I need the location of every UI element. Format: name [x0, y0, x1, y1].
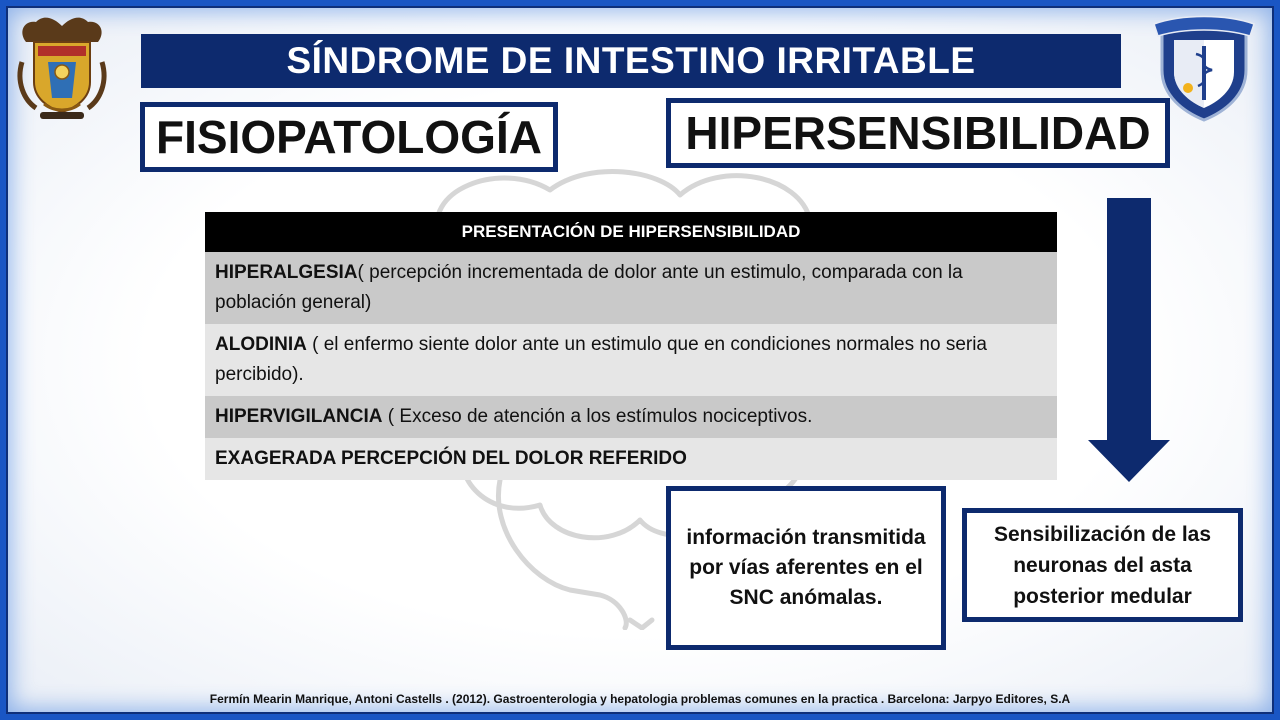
section-label: FISIOPATOLOGÍA: [156, 111, 542, 163]
section-label-box: [140, 102, 558, 172]
slide-title: SÍNDROME DE INTESTINO IRRITABLE: [141, 34, 1121, 88]
row-term: HIPERVIGILANCIA: [215, 406, 383, 427]
table-row: [205, 438, 1057, 480]
row-desc: ( el enfermo siente dolor ante un estimulo que en condiciones normales no seria percibido).: [215, 334, 987, 385]
down-arrow-icon: [1088, 198, 1170, 482]
row-term: HIPERALGESIA: [215, 262, 358, 283]
hypersensitivity-table: [205, 212, 1057, 480]
table-row: [205, 396, 1057, 438]
citation: Fermín Mearin Manrique, Antoni Castells . (2012). Gastroenterologia y hepatologia problemas comunes en la practica . Barcelona: Jarpyo Editores, S.A: [209, 692, 1071, 706]
row-desc: ( percepción incrementada de dolor ante un estimulo, comparada con la población general): [215, 262, 963, 313]
row-term: ALODINIA: [215, 334, 307, 355]
table-cell: [205, 252, 1057, 324]
sensitization-box: [962, 508, 1243, 622]
afferent-info-text: información transmitida por vías aferentes en el SNC anómalas.: [686, 526, 926, 609]
sensitization-text: Sensibilización de las neuronas del asta posterior medular: [993, 522, 1212, 608]
afferent-info-box: [666, 486, 946, 650]
table-cell: [205, 396, 1057, 438]
table-cell: [205, 438, 1057, 480]
table-row: [205, 324, 1057, 396]
table-header: PRESENTACIÓN DE HIPERSENSIBILIDAD: [205, 212, 1057, 252]
table-header-row: [205, 212, 1057, 252]
row-desc: ( Exceso de atención a los estímulos nociceptivos.: [382, 406, 813, 427]
left-crest-logo: [14, 12, 110, 120]
table-row: [205, 252, 1057, 324]
topic-label-box: [666, 98, 1170, 168]
table-cell: [205, 324, 1057, 396]
row-term: EXAGERADA PERCEPCIÓN DEL DOLOR REFERIDO: [215, 448, 687, 469]
topic-label: HIPERSENSIBILIDAD: [685, 107, 1151, 159]
